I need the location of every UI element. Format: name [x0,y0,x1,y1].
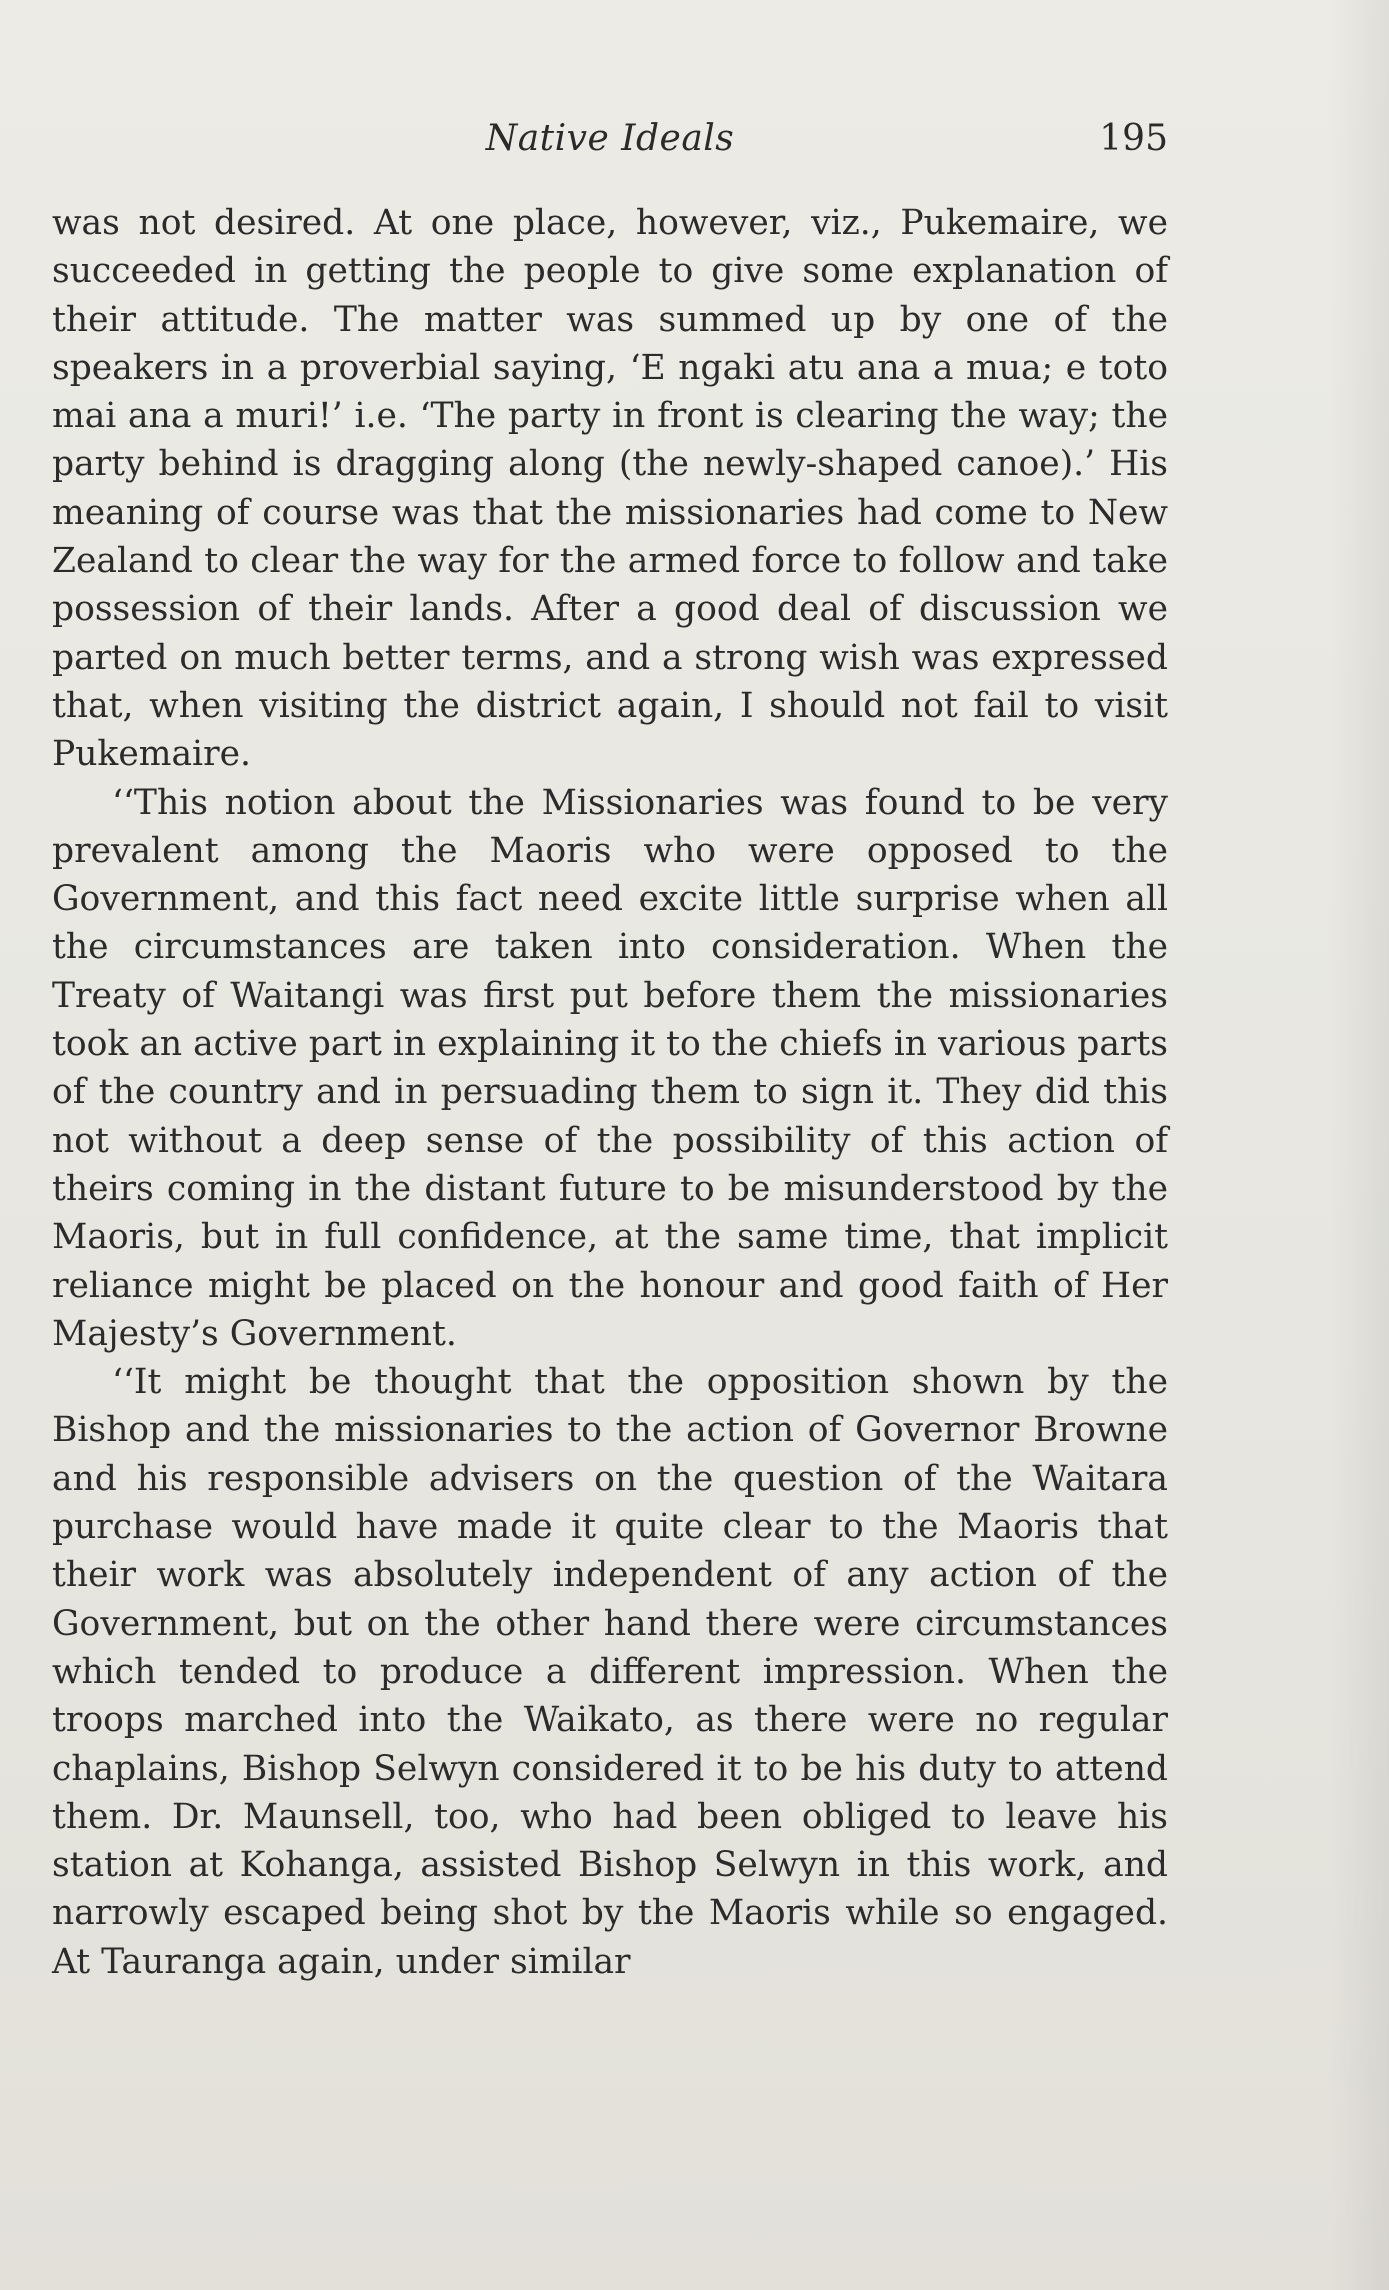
page-header [52,118,1168,174]
page-edge-shadow [1329,0,1389,2290]
page-number: 195 [1099,118,1168,159]
paragraph-1: was not desired. At one place, however, viz., Pukemaire, we succeeded in getting the people to give some explanation of their attitude. The matter was summed up by one of the speakers in a proverbial saying, ‘E ngaki atu ana a mua; e toto mai ana a muri!’ i.e. ‘The party in front is clearing the way; the party behind is dragging along (the newly-shaped canoe).’ His meaning of course was that the missionaries had come to New Zealand to clear the way for the armed force to follow and take possession of their lands. After a good deal of discussion we parted on much better terms, and a strong wish was expressed that, when visiting the district again, I should not fail to visit Pukemaire. [52,203,1168,775]
paragraph-2: ‘‘This notion about the Missionaries was found to be very prevalent among the Maoris who were opposed to the Government, and this fact need excite little surprise when all the circumstances are taken into consideration. When the Treaty of Waitangi was first put before them the missionaries took an active part in explaining it to the chiefs in various parts of the country and in persuading them to sign it. They did this not without a deep sense of the possibility of this action of theirs coming in the distant future to be misunderstood by the Maoris, but in full confidence, at the same time, that implicit reliance might be placed on the honour and good faith of Her Majesty’s Government. [52,782,1168,1354]
paragraph-3: ‘‘It might be thought that the opposition shown by the Bishop and the missionaries to the action of Governor Browne and his responsible advisers on the question of the Waitara purchase would have made it quite clear to the Maoris that their work was absolutely independent of any action of the Government, but on the other hand there were circumstances which tended to produce a different impression. When the troops marched into the Waikato, as there were no regular chaplains, Bishop Selwyn considered it to be his duty to attend them. Dr. Maunsell, too, who had been obliged to leave his station at Kohanga, assisted Bishop Selwyn in this work, and narrowly escaped being shot by the Maoris while so engaged. At Tauranga again, under similar [52,1362,1168,1982]
body-text [52,199,1168,1986]
running-title: Native Ideals [485,118,735,159]
